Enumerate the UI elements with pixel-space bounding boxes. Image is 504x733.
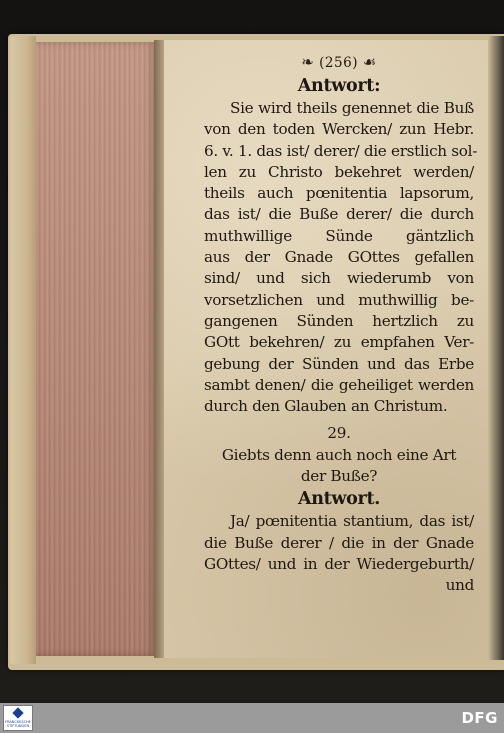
page-block-edge (36, 42, 158, 656)
page-number: (256) (319, 55, 358, 71)
text-line: 6. v. 1. das ist/ derer/ die erstlich sol- (204, 141, 478, 160)
logo-caption: FRANCKESCHE STIFTUNGEN (5, 720, 31, 728)
text-line: Ja/ pœnitentia stantium, das ist/ (230, 512, 474, 531)
text-line: sind/ und sich wiederumb von (204, 269, 474, 288)
text-line: muthwillige Sünde gäntzlich (204, 226, 474, 245)
text-line: durch den Glauben an Christum. (204, 397, 448, 416)
page-header (204, 50, 474, 74)
text-line: sambt denen/ die geheiliget werden (204, 375, 474, 394)
page-text (204, 50, 478, 597)
stiftungen-emblem-icon (12, 707, 23, 718)
franckesche-stiftungen-logo[interactable] (3, 705, 33, 731)
text-line: vorsetzlichen und muthwillig be- (204, 290, 474, 309)
text-line: GOtt bekehren/ zu empfahen Ver- (204, 333, 474, 352)
text-line: theils auch pœnitentia lapsorum, (204, 184, 474, 203)
text-line: gebung der Sünden und das Erbe (204, 354, 474, 373)
text-line: gangenen Sünden hertzlich zu (204, 311, 474, 330)
text-line: aus der Gnade GOttes gefallen (204, 248, 474, 267)
book-cover-edge (10, 36, 36, 664)
text-line: Giebts denn auch noch eine Art (221, 445, 457, 464)
text-line: und (445, 576, 474, 595)
text-line: von den toden Wercken/ zun Hebr. (204, 120, 474, 139)
text-line: len zu Christo bekehret werden/ (204, 162, 474, 181)
ornament-right-icon: ☙ (362, 53, 377, 71)
page-right-margin (488, 36, 504, 660)
viewer-footer-bar (0, 703, 504, 733)
text-line: das ist/ die Buße derer/ die durch (204, 205, 474, 224)
text-line: Sie wird theils genennet die Buß (230, 99, 474, 117)
ornament-left-icon: ❧ (301, 53, 315, 71)
section-heading: Antwort: (297, 76, 381, 96)
text-line: 29. (327, 424, 351, 443)
dfg-logo[interactable]: DFG (461, 709, 498, 727)
text-lines (204, 74, 478, 597)
text-line: der Buße? (300, 467, 378, 486)
text-line: die Buße derer / die in der Gnade (204, 533, 474, 552)
section-heading: Antwort. (297, 489, 381, 510)
text-line: GOttes/ und in der Wiedergeburth/ (204, 554, 474, 573)
